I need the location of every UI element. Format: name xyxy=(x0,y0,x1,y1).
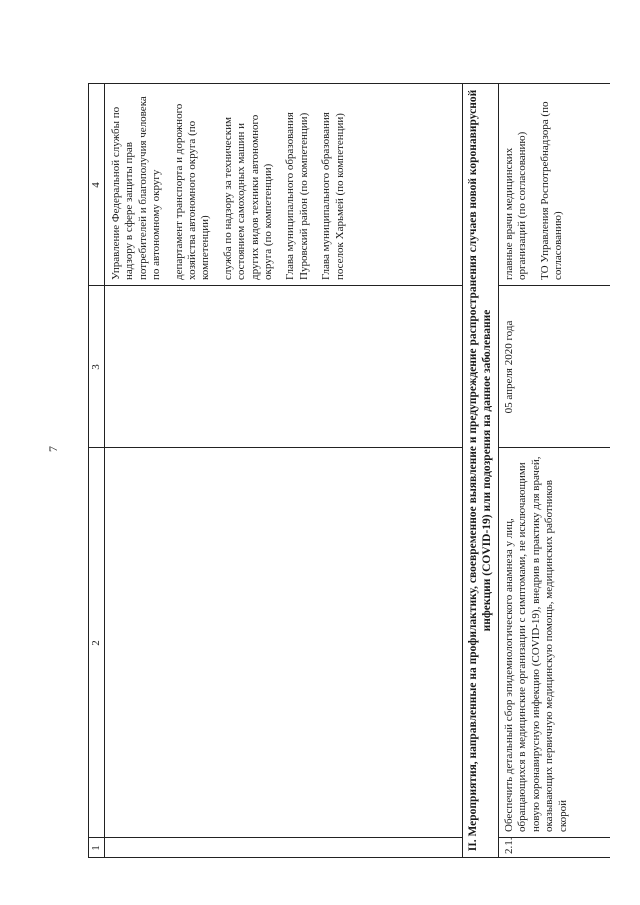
responsible-item: департамент транспорта и дорожного хозяйства автономного округа (по компетенции) xyxy=(172,103,212,280)
responsible-item: Глава муниципального образования Пуровский район (по компетенции) xyxy=(284,112,310,280)
deadline: 05 апреля 2020 года xyxy=(503,320,515,414)
responsible-item: служба по надзору за техническим состоянием самоходных машин и других видов техники автономного округа (по компетенции) xyxy=(221,114,275,280)
column-number-4: 4 xyxy=(90,182,102,188)
rotated-page-content xyxy=(88,83,610,858)
page-number: 7 xyxy=(46,446,60,452)
responsible-list-lower xyxy=(503,88,607,280)
responsible-list-upper xyxy=(110,88,460,280)
responsible-item: главные врачи медицинских организаций (по согласованию) xyxy=(503,131,529,280)
measures-table xyxy=(88,83,610,858)
responsible-item: ТО Управления Роспотребнадзора (по согласованию) xyxy=(538,101,565,280)
column-number-3: 3 xyxy=(90,364,102,370)
section-heading: II. Мероприятия, направленные на профилактику, своевременное выявление и предупреждение распространения случаев новой коронавирусной инфекции (COVID-19) или подозрения на данное заболевание xyxy=(467,89,494,852)
measure-text: Обеспечить детальный сбор эпидемиологического анамнеза у лиц, обращающихся в медицинские организации с симптомами, не исключающими новую коронавирусную инфекцию (COVID-19), внедрив в практику для врачей, оказывающих первичную медицинскую помощь, медицинских работников скорой xyxy=(503,456,569,832)
row-number: 2.1. xyxy=(503,838,515,854)
column-number-1: 1 xyxy=(90,845,102,851)
responsible-item: Управление Федеральной службы по надзору в сфере защиты прав потребителей и благополучия человека по автономному округу xyxy=(110,96,163,280)
responsible-item: Глава муниципального образования поселок Харьмей (по компетенции) xyxy=(320,112,346,280)
column-number-2: 2 xyxy=(90,640,102,646)
